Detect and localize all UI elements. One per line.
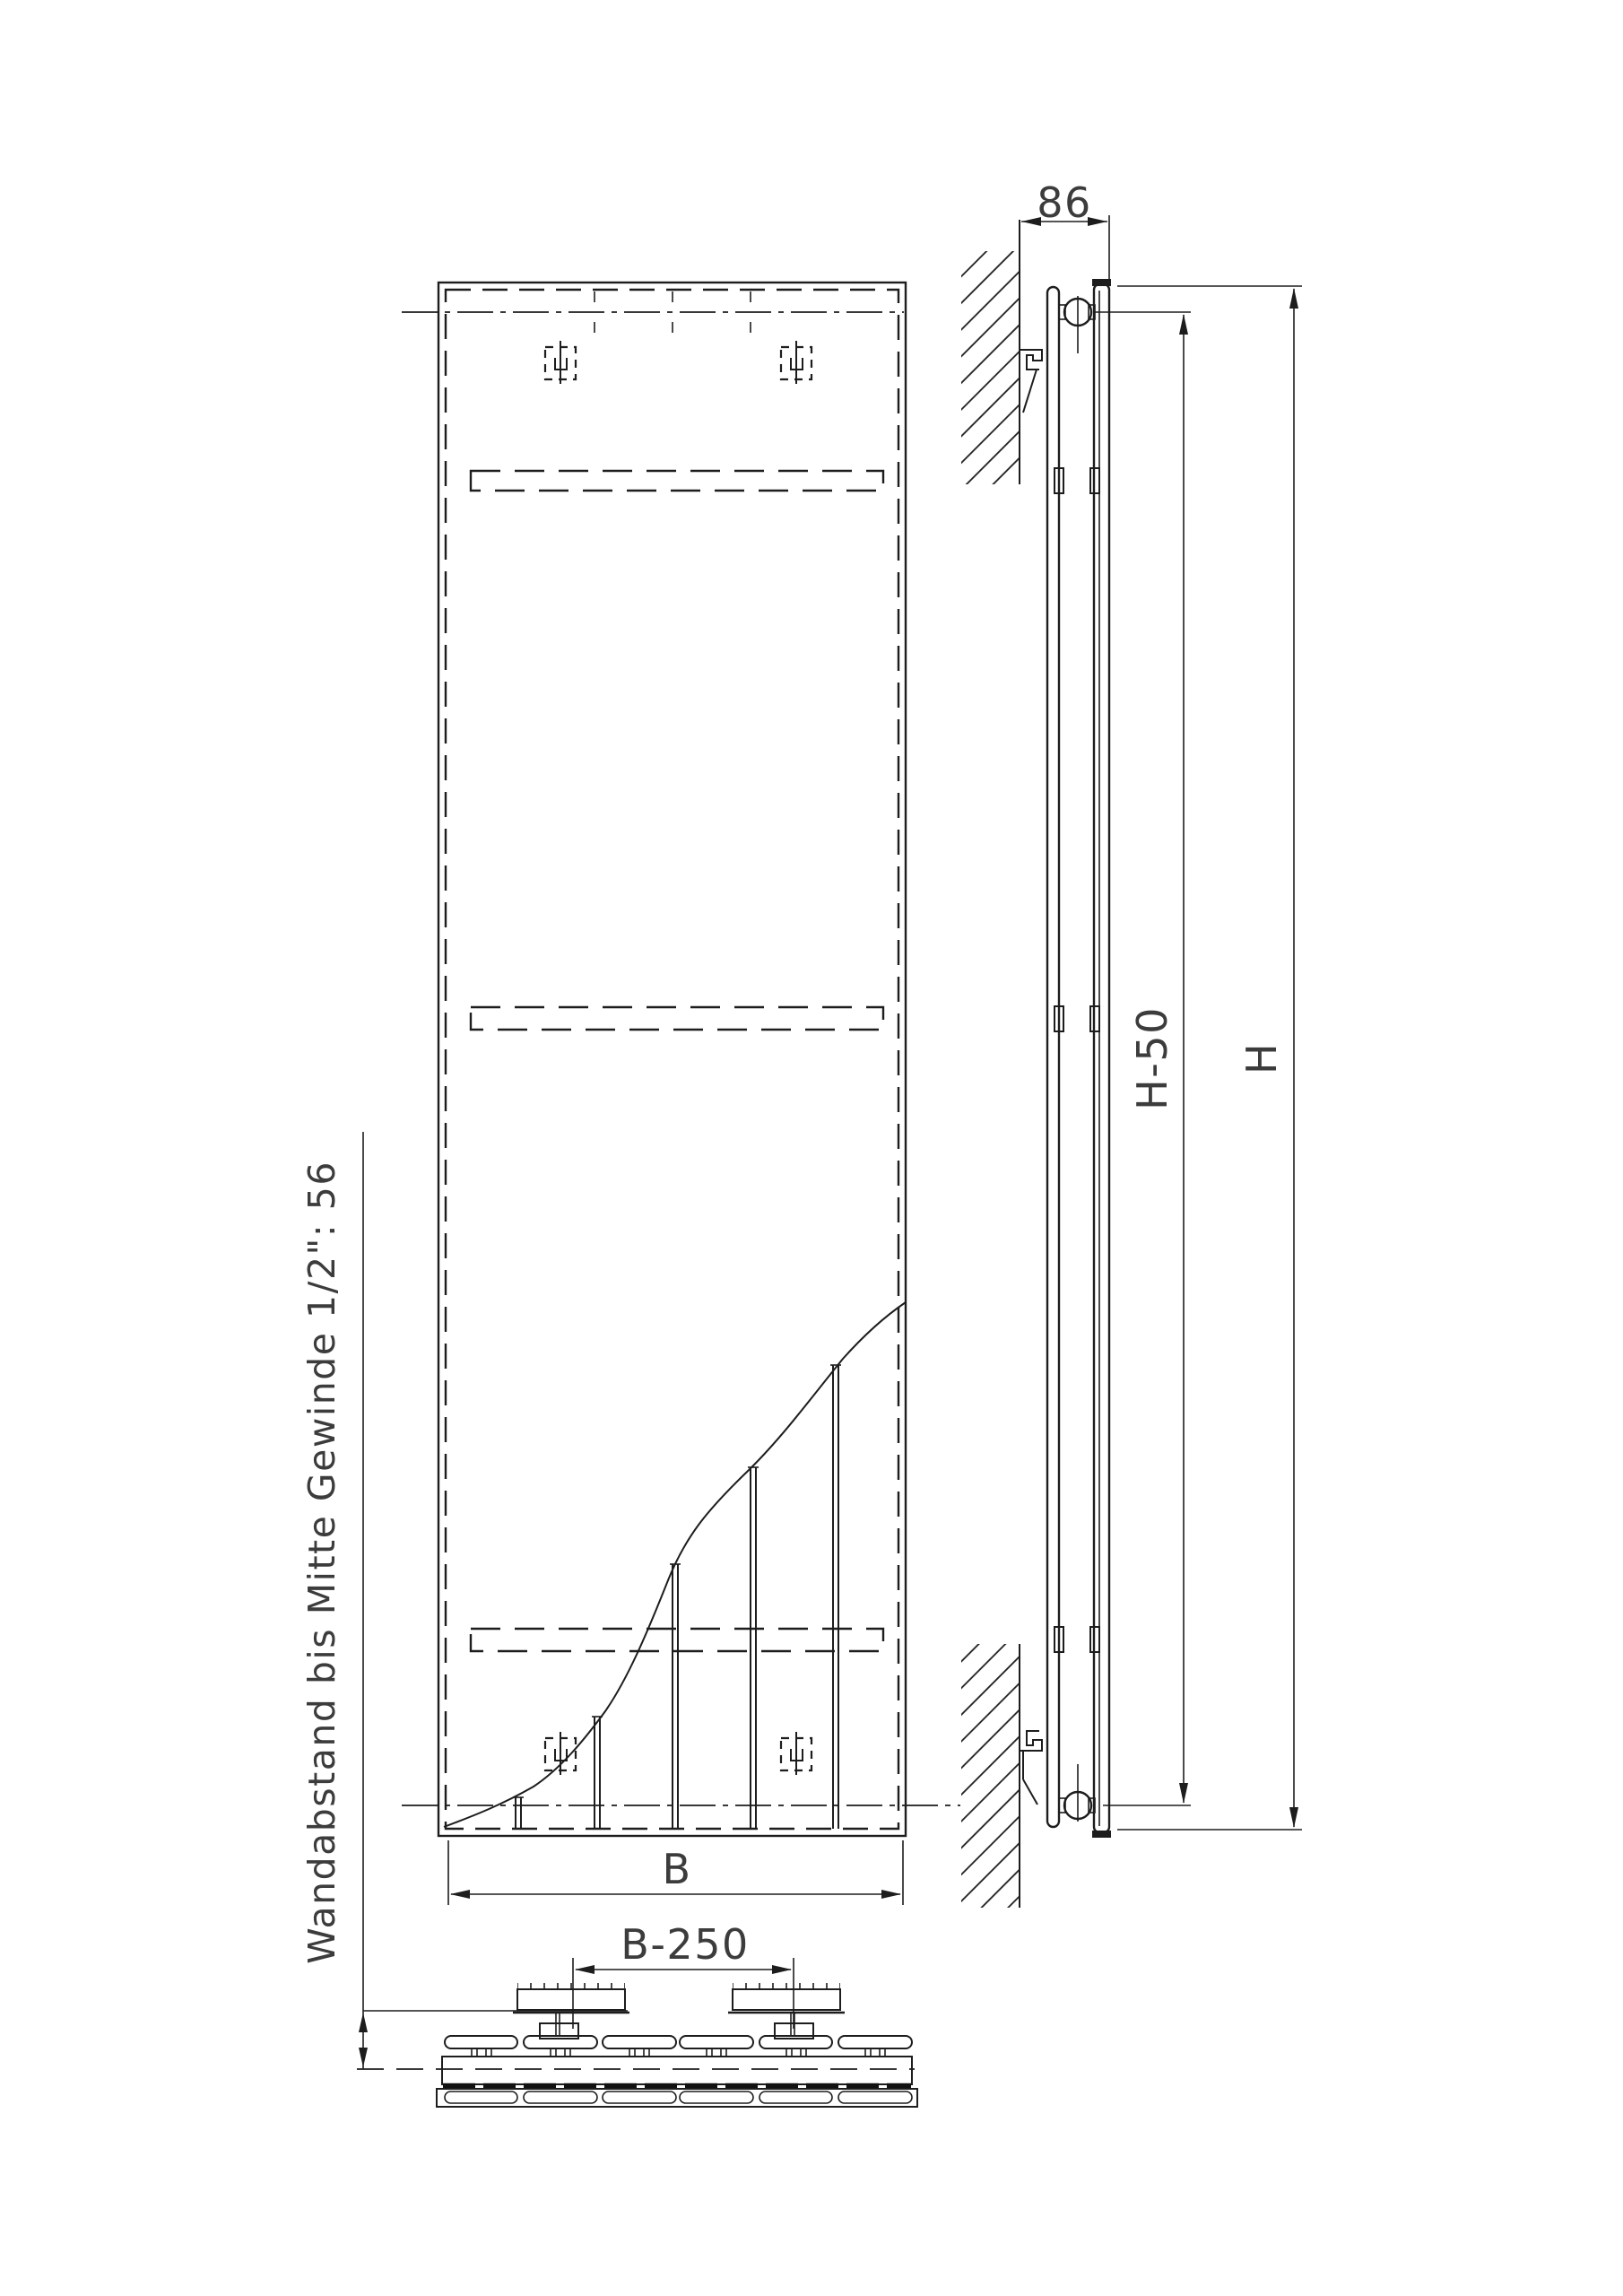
wall-hatch-lower: [961, 1644, 1020, 1908]
wall-anchor-symbol-bottom-right: [781, 1732, 812, 1775]
dim-b-label: B: [662, 1845, 692, 1893]
wall-anchor-plate-right: [733, 1989, 840, 2010]
dimension-b: [448, 1840, 903, 1905]
wall-anchor-plate-left: [517, 1989, 625, 2010]
convector-plate-profile: [1047, 287, 1059, 1827]
wall-hatch-upper: [961, 251, 1020, 484]
wall-anchor-symbol-top-left: [545, 341, 576, 384]
front-view: [402, 283, 960, 1836]
dimension-wall-distance: [300, 1132, 368, 2069]
dimension-depth-86: [1021, 178, 1109, 281]
wall-note-label: Wandabstand bis Mitte Gewinde 1/2": 56: [300, 1161, 343, 1964]
convector-tubes-row: [445, 2036, 912, 2048]
mounting-rail-middle: [471, 1007, 883, 1030]
wall-bracket-upper-icon: [1020, 350, 1042, 413]
dim-b250-label: B-250: [621, 1920, 750, 1969]
mounting-rail-top: [471, 471, 883, 491]
panel-top-cap: [1092, 279, 1111, 286]
top-pipe-connection: [1059, 296, 1095, 353]
side-view: [961, 220, 1111, 1908]
plan-view: [357, 1983, 917, 2107]
front-panel-profile: [1094, 284, 1109, 1832]
dimensions: [300, 178, 1302, 2069]
anchor-studs-left: [517, 1983, 625, 1989]
convector-fins: [513, 1365, 841, 1829]
wall-bracket-lower-icon: [1020, 1731, 1042, 1805]
dim-h-label: H: [1237, 1041, 1286, 1075]
anchor-studs-right: [733, 1983, 840, 1989]
dim-depth-label: 86: [1037, 178, 1092, 227]
dim-h50-label: H-50: [1128, 1006, 1176, 1110]
front-panel-tubes-row: [445, 2092, 912, 2103]
bottom-pipe-connection: [1059, 1764, 1095, 1822]
rail-clips: [1055, 468, 1099, 1652]
panel-bottom-cap: [1092, 1831, 1111, 1838]
tube-feet: [472, 2048, 885, 2057]
plan-body-channel: [442, 2057, 912, 2084]
wall-anchor-symbol-top-right: [781, 341, 812, 384]
